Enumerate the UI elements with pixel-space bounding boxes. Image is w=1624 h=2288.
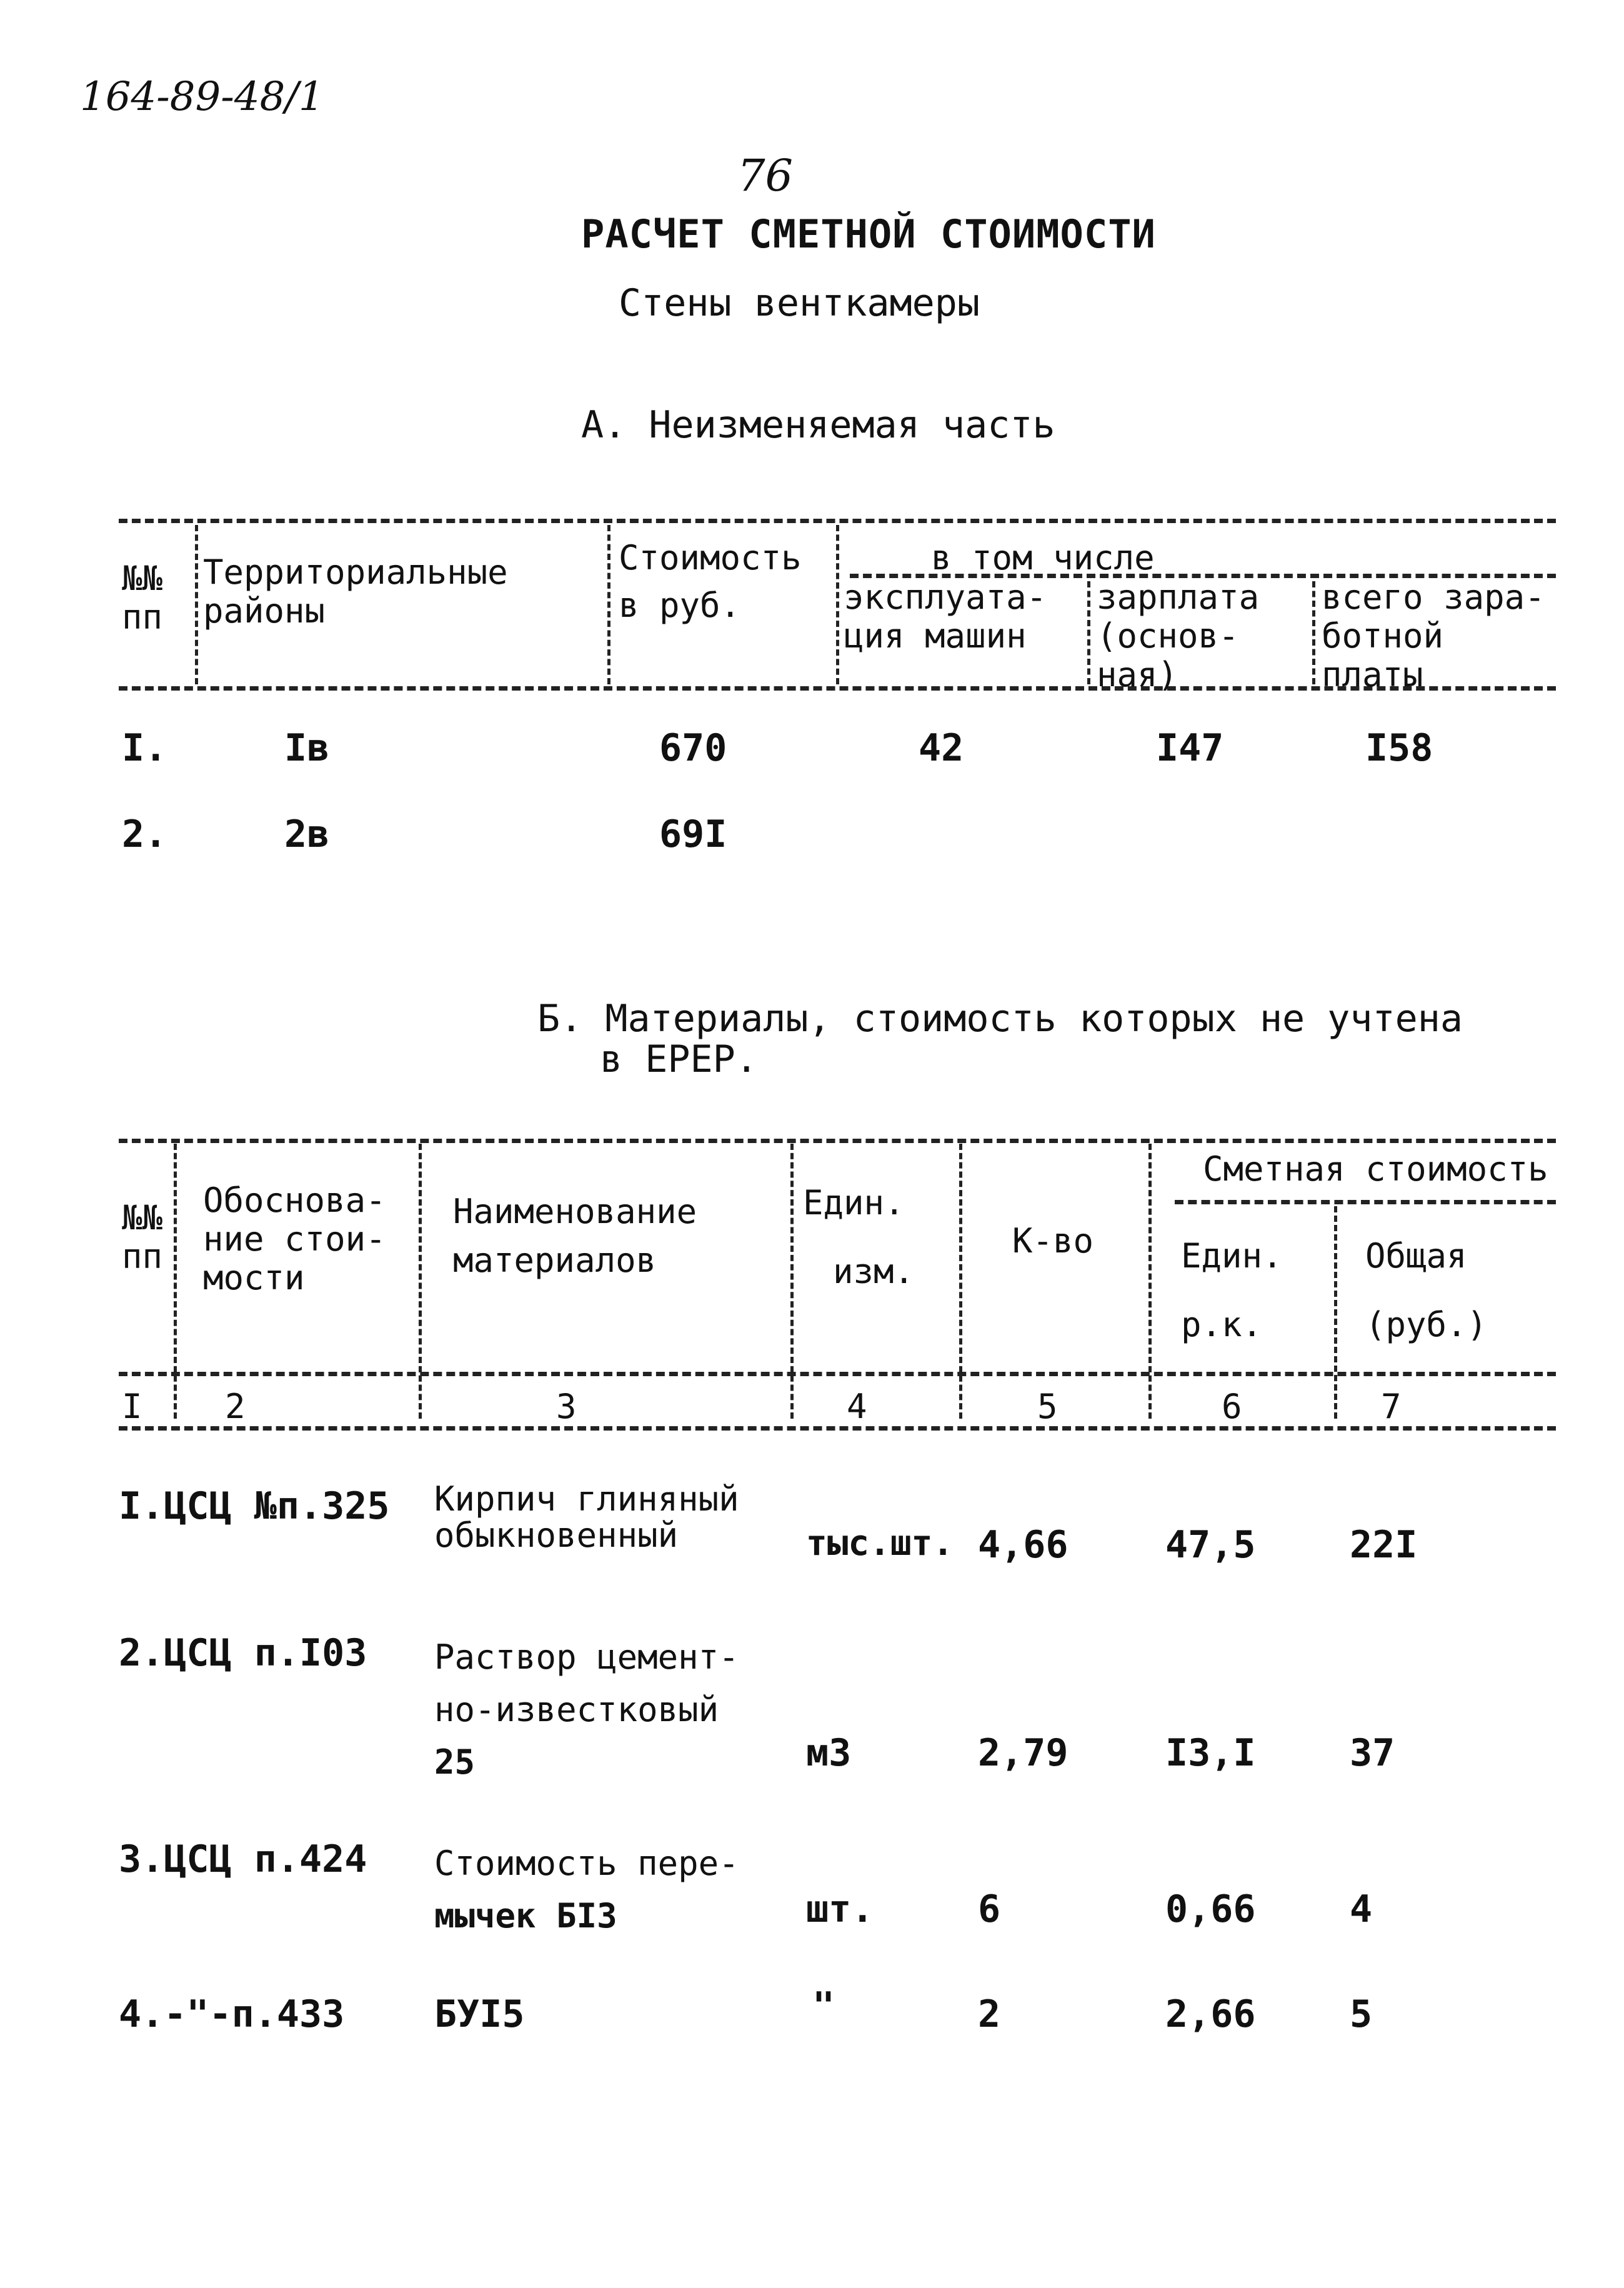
table-b-col-sep	[959, 1144, 962, 1419]
row-name: БУI5	[434, 1992, 525, 2036]
column-number-2: 2	[225, 1387, 246, 1426]
table-b-col-sep	[790, 1144, 794, 1419]
header-a-total-salary: всего зара- ботной платы	[1322, 577, 1545, 694]
table-b-sub-rule	[1175, 1200, 1556, 1204]
column-number-7: 7	[1381, 1387, 1402, 1426]
table-a-col-sep	[1087, 581, 1090, 684]
header-b-unit: Един. изм.	[803, 1183, 915, 1291]
row-machines: 42	[919, 726, 964, 770]
row-salary: I47	[1156, 726, 1224, 770]
row-num-basis: I.ЦСЦ №п.325	[119, 1484, 390, 1528]
document-code: 164-89-48/1	[80, 74, 324, 120]
row-num: 2.	[122, 812, 167, 856]
table-b-top-rule	[119, 1139, 1556, 1143]
row-num-basis: 2.ЦСЦ п.I03	[119, 1631, 367, 1675]
row-cost: 69I	[659, 812, 727, 856]
column-number-1: I	[122, 1387, 142, 1426]
column-number-4: 4	[847, 1387, 867, 1426]
row-unit: тыс.шт.	[806, 1523, 954, 1564]
table-b-col-sep	[174, 1144, 177, 1419]
row-num-basis: 4.-"-п.433	[119, 1992, 345, 2036]
row-unit-price: 47,5	[1165, 1523, 1256, 1567]
table-b-col-sep	[1148, 1144, 1152, 1419]
row-name: Стоимость пере- мычек БI3	[434, 1844, 739, 1936]
section-b-title-line2: в ЕРЕР.	[600, 1037, 758, 1081]
table-b-colnum-bottom-rule	[119, 1426, 1556, 1431]
row-unit-price: 0,66	[1165, 1887, 1256, 1931]
page-number: 76	[737, 150, 794, 201]
table-b-col-sep	[1334, 1206, 1337, 1419]
row-qty: 2	[978, 1992, 1001, 2036]
table-a-top-rule	[119, 519, 1556, 523]
column-number-3: 3	[556, 1387, 577, 1426]
table-a-col-sep	[195, 525, 198, 684]
row-unit-price: 2,66	[1165, 1992, 1256, 2036]
header-b-unit-price: Един. р.к.	[1181, 1236, 1283, 1344]
row-name: Кирпич глиняный обыкновенный	[434, 1479, 739, 1555]
row-total: 4	[1350, 1887, 1373, 1931]
table-b-header-bottom-rule	[119, 1372, 1556, 1376]
column-number-5: 5	[1037, 1387, 1058, 1426]
row-qty: 6	[978, 1887, 1001, 1931]
row-total: 22I	[1350, 1523, 1418, 1567]
section-b-title-line1: Б. Материалы, стоимость которых не учтена	[537, 997, 1463, 1041]
row-name: Раствор цемент- но-известковый 25	[434, 1637, 739, 1782]
header-b-est-cost: Сметная стоимость	[1203, 1149, 1548, 1189]
header-a-region: Территориальные районы	[203, 552, 508, 631]
column-number-6: 6	[1222, 1387, 1242, 1426]
header-b-qty: К-во	[1012, 1221, 1094, 1261]
row-unit: "	[812, 1984, 835, 2028]
table-a-col-sep	[1312, 581, 1315, 684]
row-unit: шт.	[806, 1887, 874, 1931]
header-a-cost: Стоимость в руб.	[619, 538, 802, 625]
header-a-machines: эксплуата- ция машин	[844, 577, 1047, 656]
row-region: 2в	[284, 812, 330, 856]
header-b-total: Общая (руб.)	[1365, 1236, 1488, 1344]
row-unit: м3	[806, 1731, 852, 1775]
row-total-salary: I58	[1365, 726, 1433, 770]
header-a-salary: зарплата (основ- ная)	[1097, 577, 1260, 694]
row-cost: 670	[659, 726, 727, 770]
row-total: 37	[1350, 1731, 1395, 1775]
row-qty: 4,66	[978, 1523, 1069, 1567]
page-subtitle: Стены венткамеры	[619, 281, 980, 325]
row-num: I.	[122, 726, 167, 770]
table-a-col-sep	[836, 525, 839, 684]
header-a-incl: в том числе	[931, 538, 1155, 577]
row-total: 5	[1350, 1992, 1373, 2036]
table-a-col-sep	[607, 525, 610, 684]
header-b-num: №№ пп	[122, 1198, 163, 1276]
row-unit-price: I3,I	[1165, 1731, 1256, 1775]
page-title: РАСЧЕТ СМЕТНОЙ СТОИМОСТИ	[581, 211, 1156, 257]
header-a-num: №№ пп	[122, 559, 163, 637]
section-a-title: А. Неизменяемая часть	[581, 403, 1055, 447]
header-b-basis: Обоснова- ние стои- мости	[203, 1181, 386, 1297]
row-qty: 2,79	[978, 1731, 1069, 1775]
row-region: Iв	[284, 726, 330, 770]
header-b-name: Наименование материалов	[453, 1192, 697, 1280]
table-b-col-sep	[419, 1144, 422, 1419]
row-num-basis: 3.ЦСЦ п.424	[119, 1837, 367, 1881]
